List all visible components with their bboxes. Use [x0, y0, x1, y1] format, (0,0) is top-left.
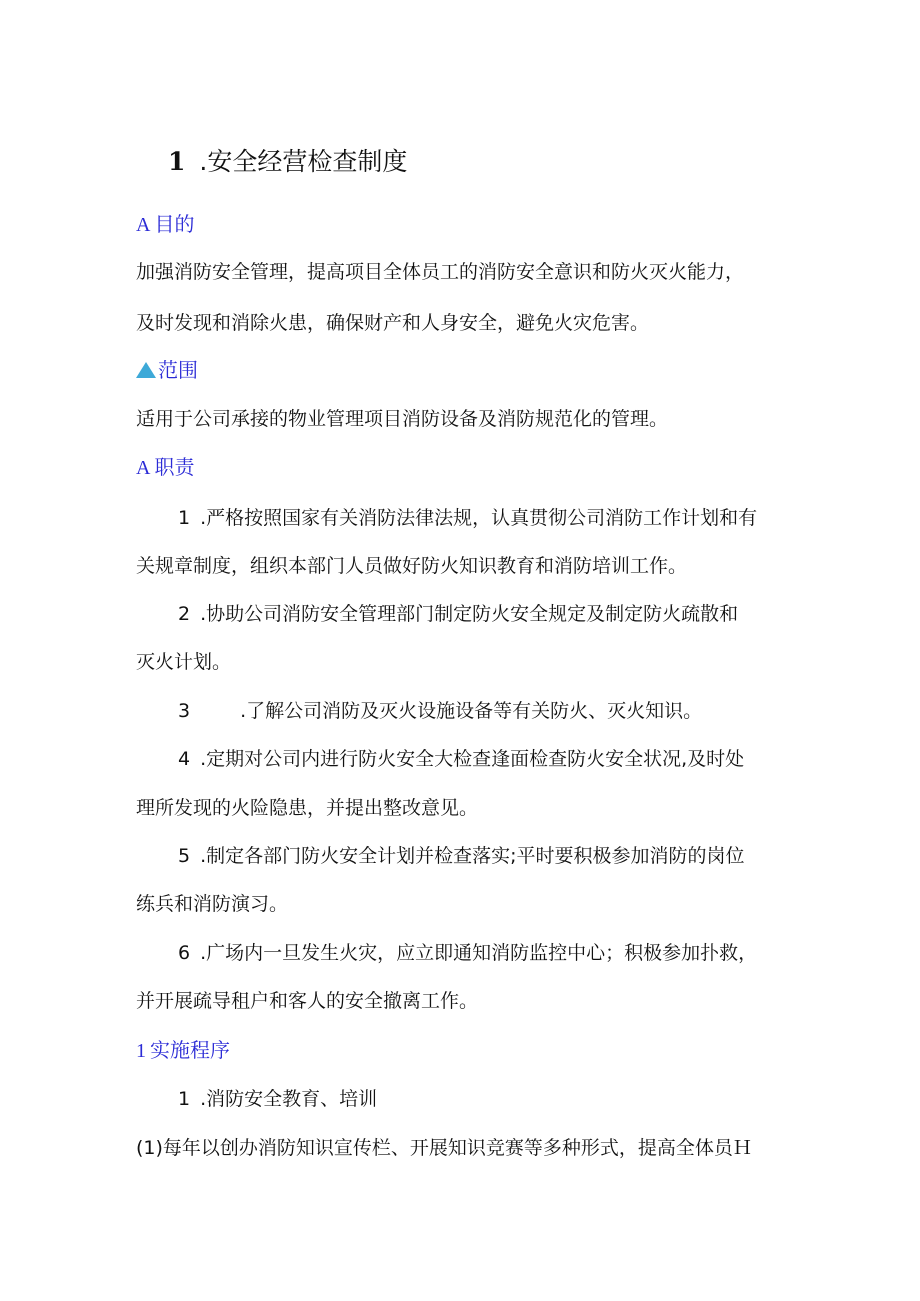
item-text: .协助公司消防安全管理部门制定防火安全规定及制定防火疏散和 [200, 603, 739, 625]
section-heading-procedure [136, 1035, 230, 1066]
item-text: .了解公司消防及灭火设施设备等有关防火、灭火知识。 [240, 700, 703, 722]
item-number: 6 [178, 942, 191, 964]
title-number: 1 [168, 147, 186, 176]
procedure-item-1 [178, 1084, 377, 1114]
paragraph-line: 练兵和消防演习。 [136, 893, 289, 915]
triangle-icon [136, 362, 156, 378]
duty-item-2 [178, 599, 738, 629]
duty-item-6 [178, 938, 757, 968]
item-text: .制定各部门防火安全计划并检查落实;平时要积极参加消防的岗位 [200, 845, 745, 867]
item-number: 3 [178, 700, 191, 722]
paragraph-line: 适用于公司承接的物业管理项目消防设备及消防规范化的管理。 [136, 408, 669, 430]
paragraph-line: 理所发现的火险隐患，并提出整改意见。 [136, 797, 479, 819]
paragraph-line: 关规章制度，组织本部门人员做好防火知识教育和消防培训工作。 [136, 555, 688, 577]
item-text: .广场内一旦发生火灾，应立即通知消防监控中心；积极参加扑救， [200, 942, 758, 964]
item-text: .消防安全教育、培训 [200, 1088, 378, 1110]
item-number: 1 [178, 1088, 191, 1110]
section-heading-scope [136, 355, 198, 385]
item-number: 2 [178, 603, 191, 625]
item-text: .定期对公司内进行防火安全大检查逢面检查防火安全状况,及时处 [200, 748, 745, 770]
section-heading-text: 职责 [154, 455, 195, 479]
section-marker: A [136, 457, 151, 479]
title-text: .安全经营检查制度 [199, 147, 408, 176]
section-heading-text: 目的 [154, 212, 195, 236]
section-marker: 1 [136, 1040, 146, 1062]
paragraph-line: 并开展疏导租户和客人的安全撤离工作。 [136, 990, 479, 1012]
section-heading-text: 实施程序 [150, 1038, 230, 1062]
duty-item-1 [178, 503, 757, 533]
duty-item-5 [178, 841, 745, 871]
item-number: 1 [178, 507, 191, 529]
page-title [168, 144, 407, 180]
section-heading-duty [136, 452, 194, 483]
section-heading-text: 范围 [158, 358, 198, 382]
item-number: 4 [178, 748, 191, 770]
paragraph-line: 加强消防安全管理，提高项目全体员工的消防安全意识和防火灭火能力， [136, 261, 745, 283]
item-text: .严格按照国家有关消防法律法规，认真贯彻公司消防工作计划和有 [200, 507, 758, 529]
duty-item-4 [178, 744, 744, 774]
paragraph-line: (1)每年以创办消防知识宣传栏、开展知识竞赛等多种形式，提高全体员Ｈ [136, 1137, 752, 1159]
duty-item-3 [178, 696, 702, 726]
section-marker: A [136, 214, 151, 236]
paragraph-line: 灭火计划。 [136, 651, 232, 673]
paragraph-line: 及时发现和消除火患，确保财产和人身安全，避免火灾危害。 [136, 312, 650, 334]
section-heading-purpose [136, 209, 194, 240]
item-number: 5 [178, 845, 191, 867]
